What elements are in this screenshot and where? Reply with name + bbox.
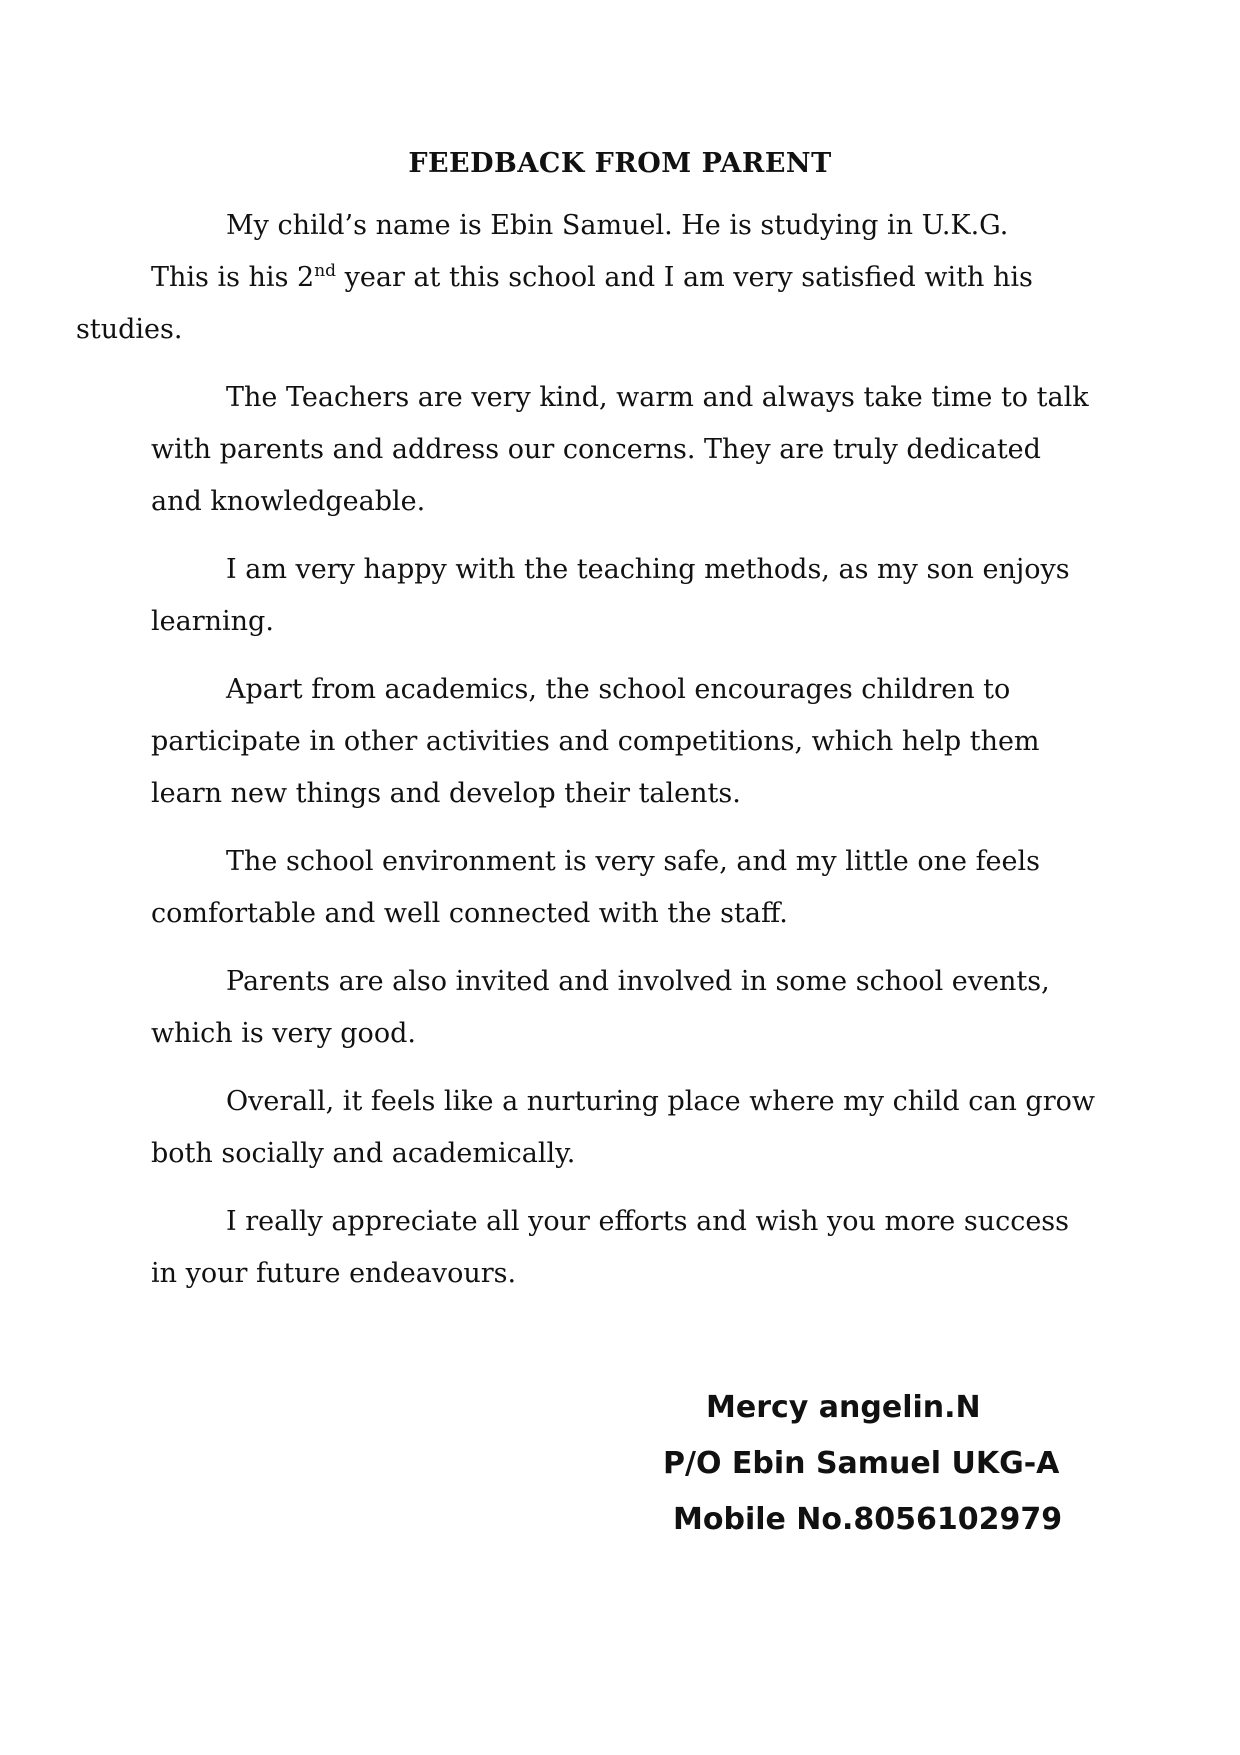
paragraph-environment: The school environment is very safe, and my little one feels comfortable and well connected with the staff. — [151, 846, 1041, 929]
intro-line-2-pre: This is his 2 — [151, 262, 315, 293]
paragraph-teachers: The Teachers are very kind, warm and always take time to talk with parents and address our concerns. They are truly dedicated and knowledgeable. — [151, 382, 1089, 517]
intro-line-2-post: year at this school and I am very satisfied with his studies. — [76, 262, 1033, 345]
signature-block — [640, 1380, 1100, 1548]
intro-line-2 — [76, 252, 1096, 356]
document-title: FEEDBACK FROM PARENT — [408, 148, 832, 179]
paragraph-teaching-methods: I am very happy with the teaching methods, as my son enjoys learning. — [151, 554, 1070, 637]
intro-line-1: My child’s name is Ebin Samuel. He is studying in U.K.G. — [226, 210, 1009, 241]
ordinal-suffix: nd — [314, 261, 337, 281]
document-body — [76, 200, 1096, 1316]
signer-name: Mercy angelin.N — [706, 1390, 981, 1425]
paragraph-intro — [76, 200, 1096, 356]
paragraph-activities: Apart from academics, the school encourages children to participate in other activities and competitions, which help them learn new things and develop their talents. — [151, 674, 1040, 809]
paragraph-appreciation: I really appreciate all your efforts and wish you more success in your future endeavours. — [151, 1206, 1070, 1289]
signer-mobile: Mobile No.8056102979 — [673, 1502, 1063, 1537]
paragraph-overall: Overall, it feels like a nurturing place where my child can grow both socially and academically. — [151, 1086, 1095, 1169]
paragraph-parents-events: Parents are also invited and involved in some school events, which is very good. — [151, 966, 1050, 1049]
signer-ward: P/O Ebin Samuel UKG-A — [663, 1446, 1060, 1481]
